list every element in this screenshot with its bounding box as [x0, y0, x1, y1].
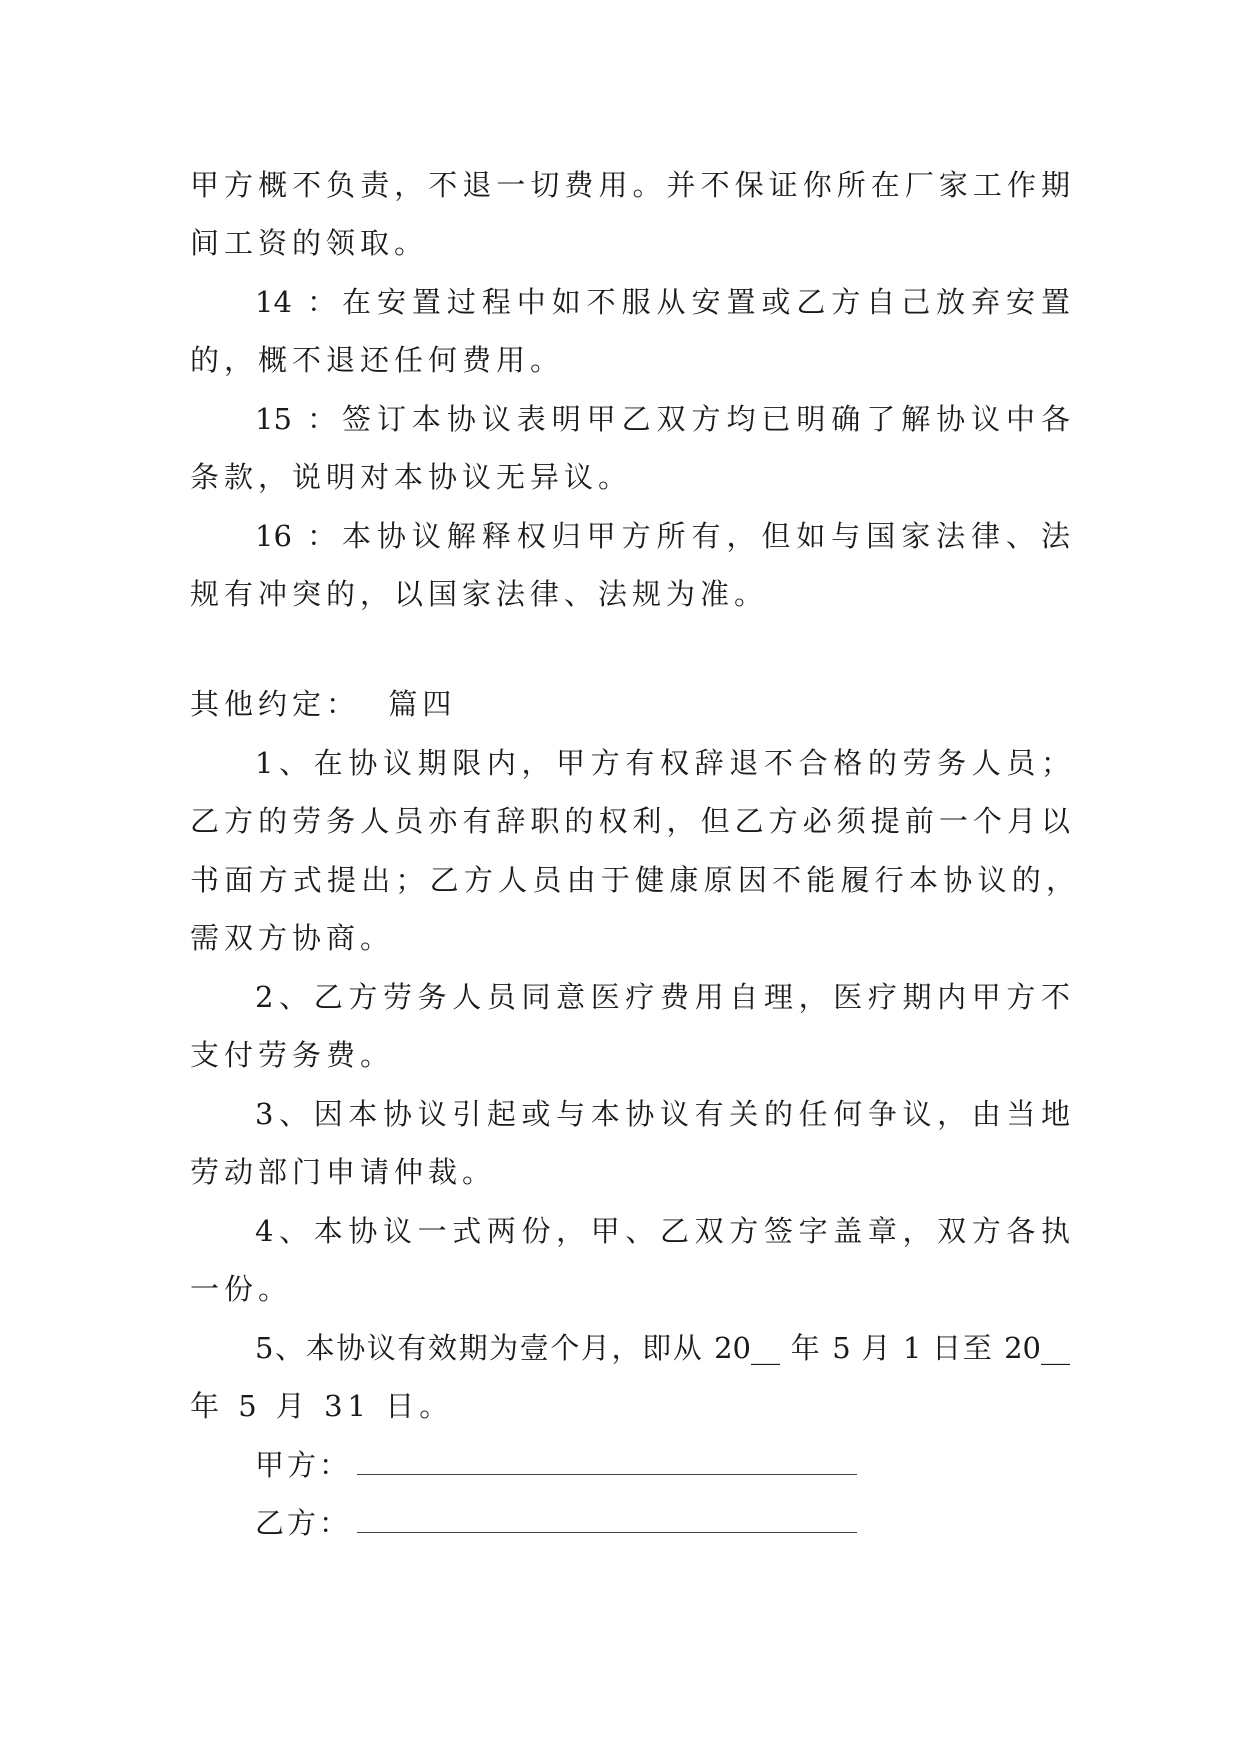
text-line: 需双方协商。	[190, 921, 395, 955]
text-line: 乙方的劳务人员亦有辞职的权利，但乙方必须提前一个月以	[190, 804, 1070, 838]
text-line: 规有冲突的，以国家法律、法规为准。	[190, 577, 769, 611]
text-line: 支付劳务费。	[190, 1038, 395, 1072]
section-heading: 其他约定： 篇四	[190, 687, 457, 721]
text-line: 一份。	[190, 1272, 293, 1306]
clause-2: 2、乙方劳务人员同意医疗费用自理，医疗期内甲方不	[255, 980, 1070, 1014]
clause-4: 4、本协议一式两份，甲、乙双方签字盖章，双方各执	[255, 1214, 1070, 1248]
party-b-signature	[255, 1503, 1135, 1543]
text-line: 条款，说明对本协议无异议。	[190, 460, 633, 494]
clause-15: 15 ：签订本协议表明甲乙双方均已明确了解协议中各	[255, 402, 1070, 436]
clause-1: 1、在协议期限内，甲方有权辞退不合格的劳务人员；	[255, 746, 1070, 780]
text-line: 劳动部门申请仲裁。	[190, 1155, 497, 1189]
text-line: 年 5 月 31 日。	[190, 1389, 454, 1423]
clause-3: 3、因本协议引起或与本协议有关的任何争议，由当地	[255, 1097, 1070, 1131]
text-line: 的，概不退还任何费用。	[190, 343, 565, 377]
text-line: 间工资的领取。	[190, 226, 429, 260]
text-line: 书面方式提出；乙方人员由于健康原因不能履行本协议的，	[190, 863, 1075, 897]
text-line: 甲方概不负责，不退一切费用。并不保证你所在厂家工作期	[190, 168, 1070, 202]
party-a-signature	[255, 1445, 1135, 1485]
clause-5: 5、本协议有效期为壹个月，即从 20__ 年 5 月 1 日至 20__	[255, 1331, 1070, 1365]
party-b-label: 乙方：	[255, 1506, 352, 1540]
party-a-signature-blank	[357, 1450, 857, 1475]
clause-16: 16 ：本协议解释权归甲方所有，但如与国家法律、法	[255, 519, 1070, 553]
party-a-label: 甲方：	[255, 1448, 352, 1482]
clause-14: 14 ：在安置过程中如不服从安置或乙方自己放弃安置	[255, 285, 1070, 319]
party-b-signature-blank	[357, 1508, 857, 1533]
